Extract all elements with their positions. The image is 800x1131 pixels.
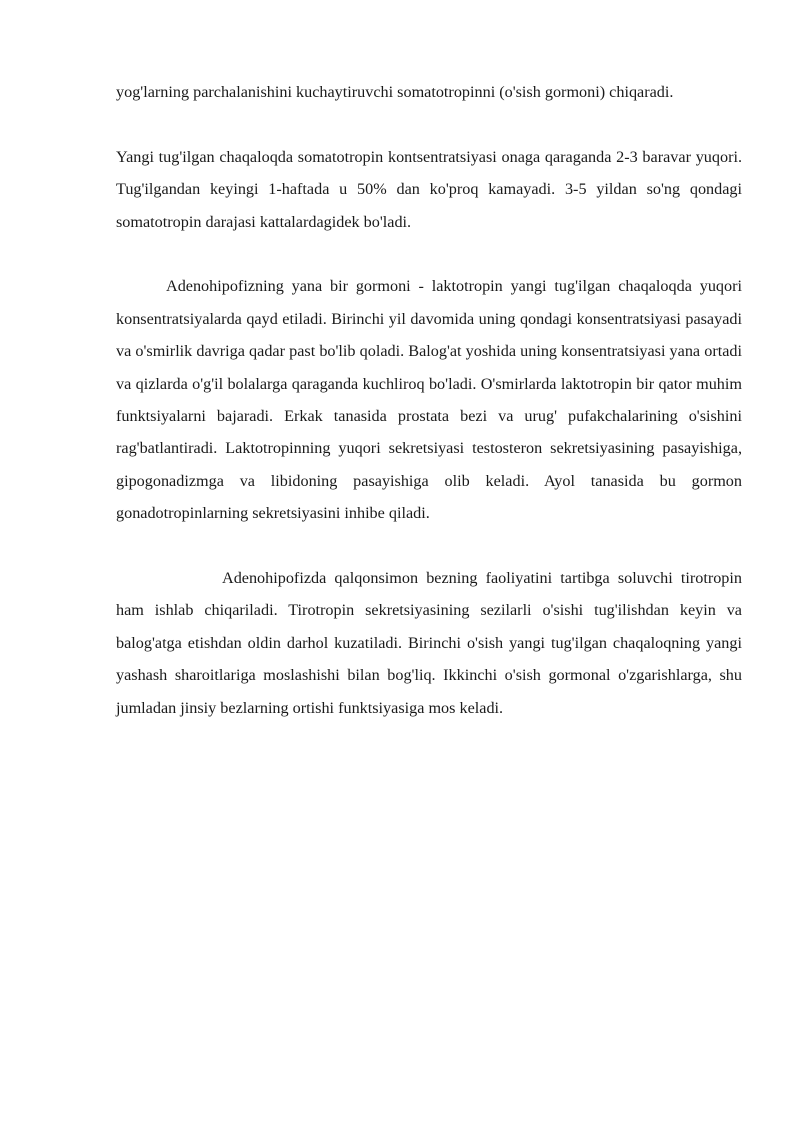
paragraph-somatotropin-newborn: Yangi tug'ilgan chaqaloqda somatotropin kontsentratsiyasi onaga qaraganda 2-3 baravar yuqori. Tug'ilgandan keyingi 1-haftada u 50% dan ko'proq kamayadi. 3-5 yildan so'ng qondagi somatotropin darajasi kattalardagidek bo'ladi.	[116, 147, 742, 231]
paragraph-tirotropin: Adenohipofizda qalqonsimon bezning faoliyatini tartibga soluvchi tirotropin ham ishlab chiqariladi. Tirotropin sekretsiyasining sezilarli o'sishi tug'ilishdan keyin va balog'atga etishdan oldin darhol kuzatiladi. Birinchi o'sish yangi tug'ilgan chaqaloqning yangi yashash sharoitlariga moslashishi bilan bog'liq. Ikkinchi o'sish gormonal o'zgarishlarga, shu jumladan jinsiy bezlarning ortishi funktsiyasiga mos keladi.	[116, 569, 742, 717]
document-body	[116, 76, 742, 724]
paragraph-somatotropin-intro: yog'larning parchalanishini kuchaytiruvchi somatotropinni (o'sish gormoni) chiqaradi.	[116, 83, 674, 101]
paragraph-laktotropin: Adenohipofizning yana bir gormoni - laktotropin yangi tug'ilgan chaqaloqda yuqori konsentratsiyalarda qayd etiladi. Birinchi yil davomida uning qondagi konsentratsiyasi pasayadi va o'smirlik davriga qadar past bo'lib qoladi. Balog'at yoshida uning konsentratsiyasi yana ortadi va qizlarda o'g'il bolalarga qaraganda kuchliroq bo'ladi. O'smirlarda laktotropin bir qator muhim funktsiyalarni bajaradi. Erkak tanasida prostata bezi va urug' pufakchalarining o'sishini rag'batlantiradi. Laktotropinning yuqori sekretsiyasi testosteron sekretsiyasining pasayishiga, gipogonadizmga va libidoning pasayishiga olib keladi. Ayol tanasida bu gormon gonadotropinlarning sekretsiyasini inhibe qiladi.	[116, 277, 742, 523]
